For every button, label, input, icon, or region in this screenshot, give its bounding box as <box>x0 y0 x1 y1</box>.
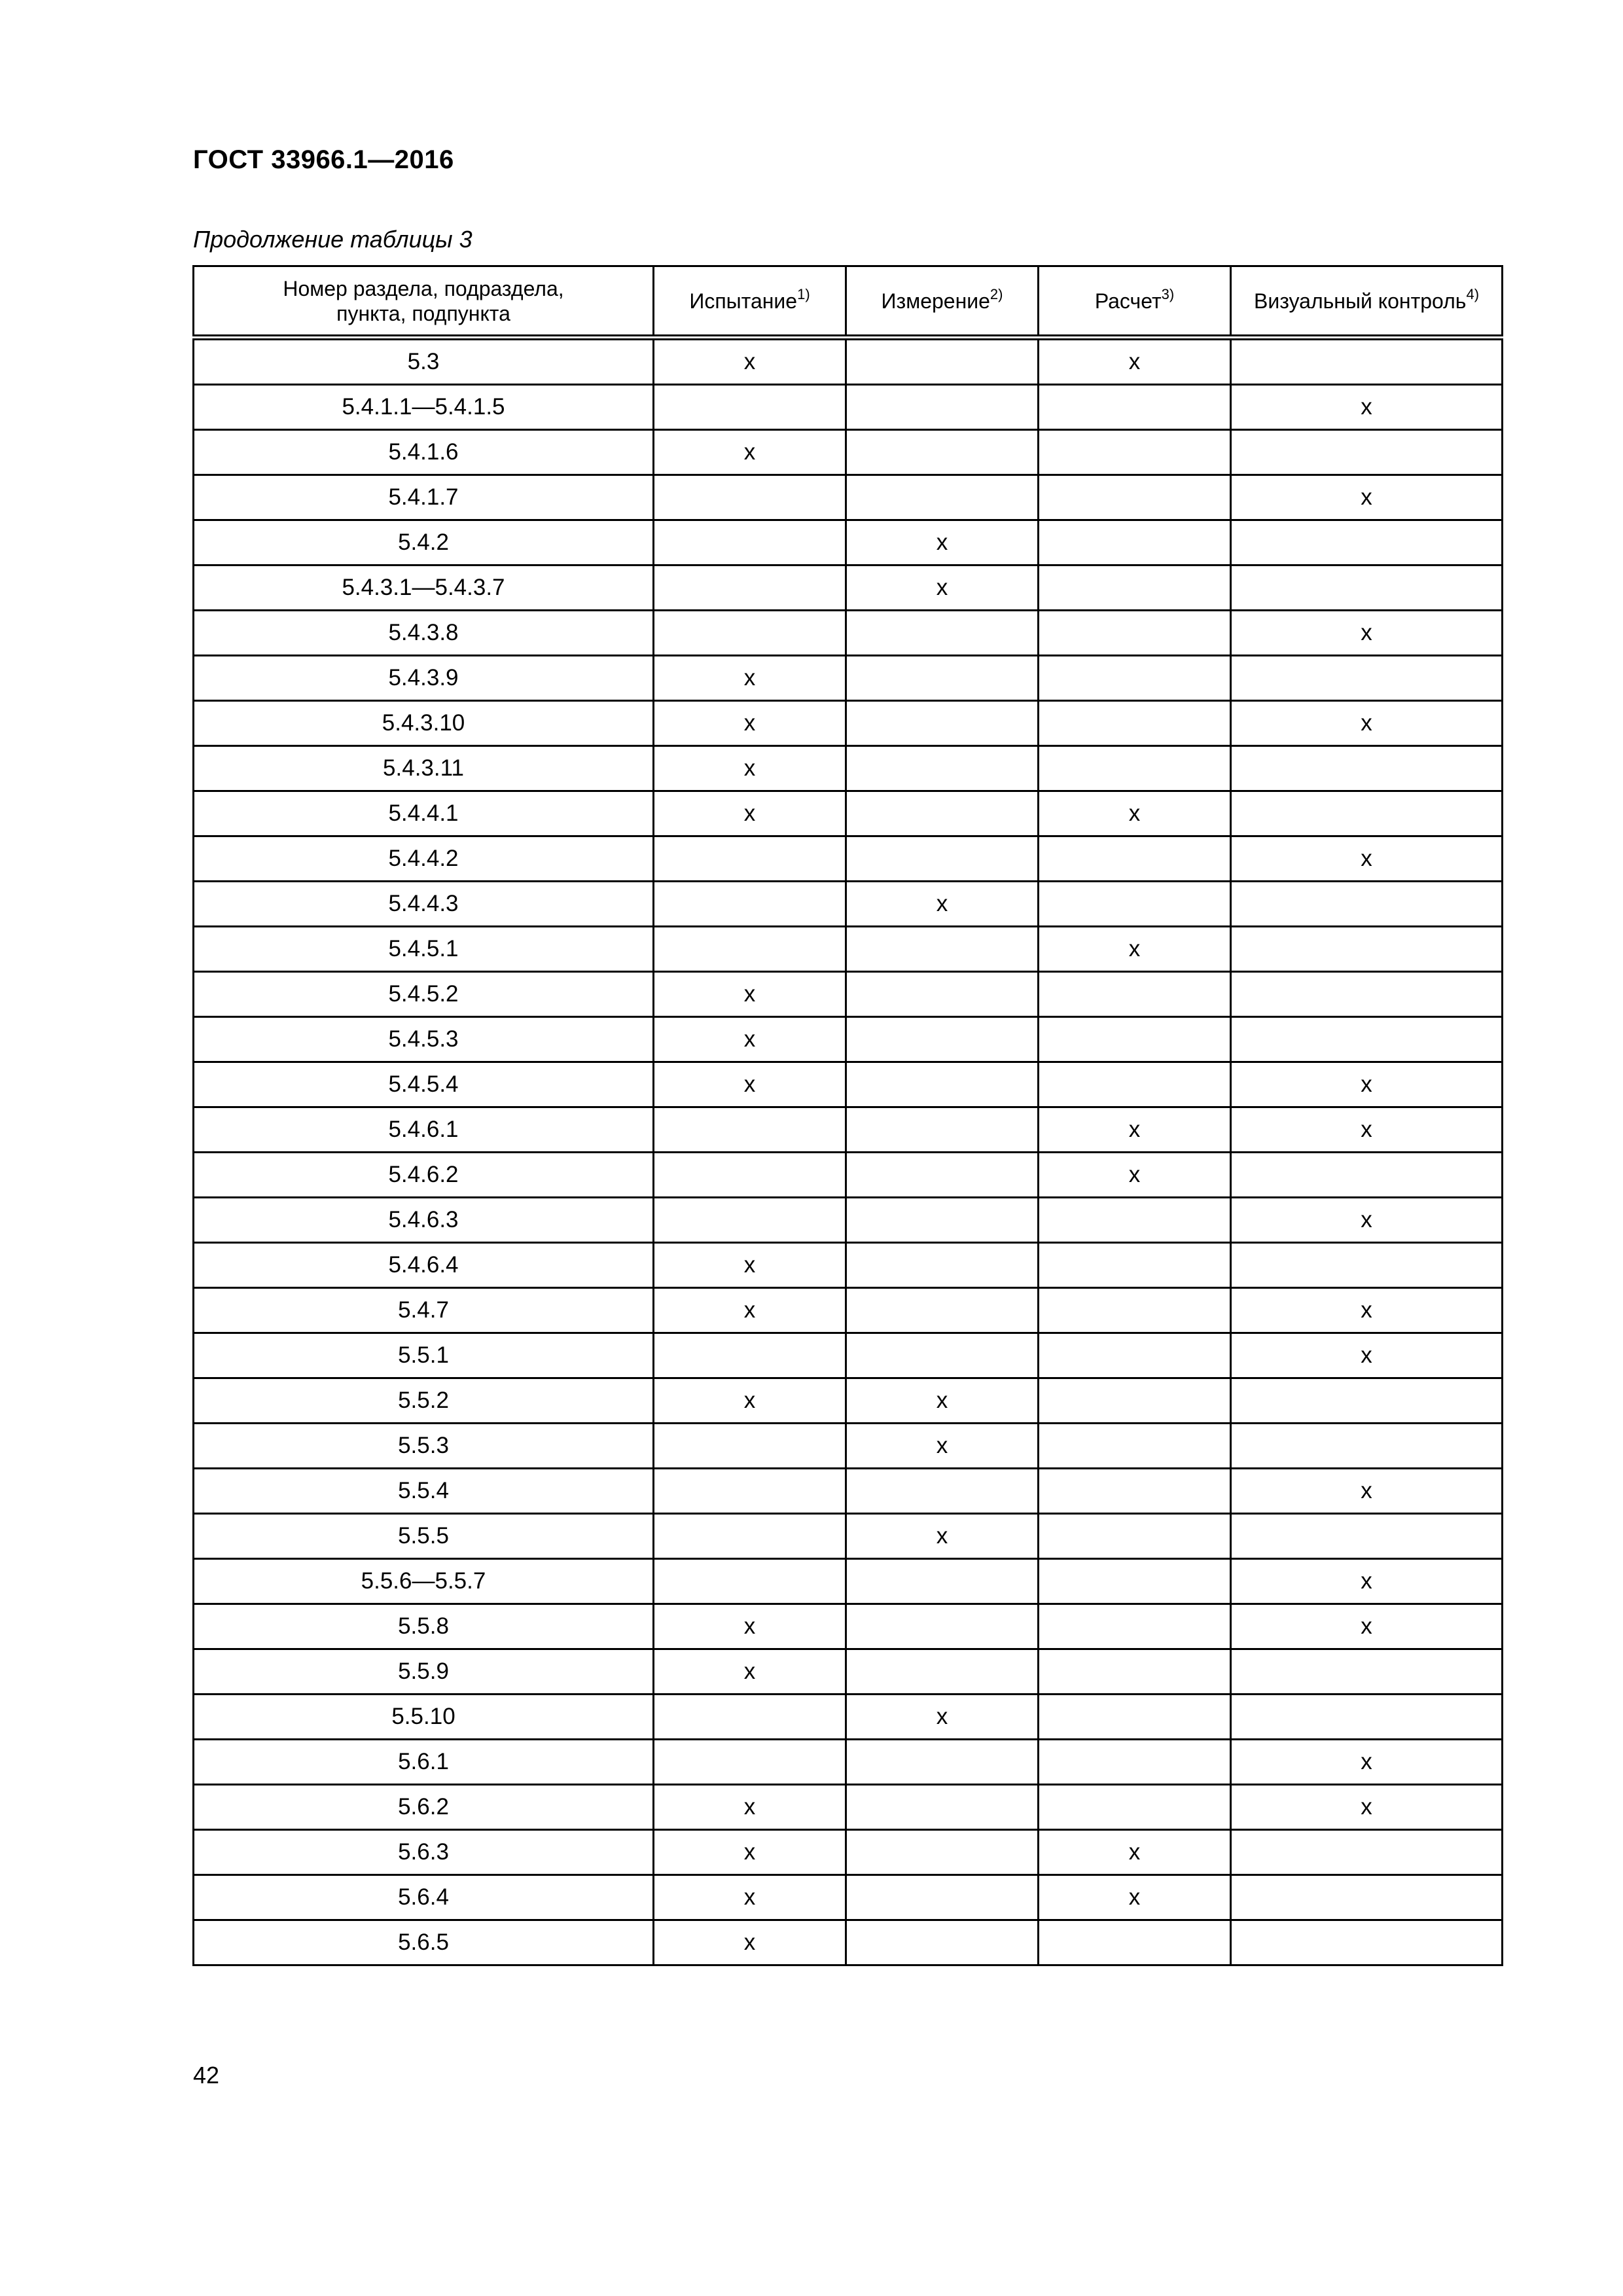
cell-visual-inspection <box>1231 1830 1503 1875</box>
cell-calculation <box>1039 1378 1231 1424</box>
cell-visual-inspection: x <box>1231 1785 1503 1830</box>
methods-table <box>192 265 1503 1966</box>
cell-measurement <box>846 1469 1039 1514</box>
cell-section-number: 5.4.1.7 <box>194 475 654 520</box>
cell-visual-inspection: x <box>1231 1288 1503 1333</box>
table-row <box>194 520 1503 565</box>
footnote-marker: 2) <box>990 285 1003 302</box>
table-row <box>194 1740 1503 1785</box>
cell-section-number: 5.5.2 <box>194 1378 654 1424</box>
column-header-label: Измерение <box>881 289 990 313</box>
cell-test <box>654 882 846 927</box>
cell-calculation <box>1039 1785 1231 1830</box>
table-row <box>194 1920 1503 1965</box>
cell-measurement: x <box>846 1424 1039 1469</box>
cell-test: x <box>654 338 846 385</box>
cell-visual-inspection <box>1231 927 1503 972</box>
cell-section-number: 5.4.3.8 <box>194 611 654 656</box>
cell-section-number: 5.5.4 <box>194 1469 654 1514</box>
cell-section-number: 5.4.1.6 <box>194 430 654 475</box>
table-row <box>194 338 1503 385</box>
cell-section-number: 5.4.7 <box>194 1288 654 1333</box>
cell-test: x <box>654 1830 846 1875</box>
cell-test <box>654 385 846 430</box>
cell-measurement <box>846 836 1039 882</box>
cell-measurement <box>846 791 1039 836</box>
cell-test <box>654 1198 846 1243</box>
cell-visual-inspection <box>1231 1243 1503 1288</box>
cell-calculation: x <box>1039 338 1231 385</box>
cell-test: x <box>654 972 846 1017</box>
cell-visual-inspection: x <box>1231 1107 1503 1153</box>
cell-section-number: 5.4.3.11 <box>194 746 654 791</box>
cell-visual-inspection <box>1231 520 1503 565</box>
cell-section-number: 5.4.6.2 <box>194 1153 654 1198</box>
table-row <box>194 385 1503 430</box>
cell-test: x <box>654 430 846 475</box>
cell-calculation <box>1039 836 1231 882</box>
column-header-label: Визуальный контроль <box>1253 289 1467 313</box>
cell-test <box>654 1514 846 1559</box>
table-row <box>194 1649 1503 1695</box>
cell-test: x <box>654 1017 846 1062</box>
cell-measurement <box>846 1243 1039 1288</box>
cell-measurement <box>846 701 1039 746</box>
cell-calculation <box>1039 1740 1231 1785</box>
cell-section-number: 5.4.3.1—5.4.3.7 <box>194 565 654 611</box>
cell-visual-inspection: x <box>1231 1740 1503 1785</box>
table-row <box>194 1198 1503 1243</box>
table-row <box>194 1875 1503 1920</box>
cell-measurement <box>846 1830 1039 1875</box>
cell-measurement <box>846 385 1039 430</box>
cell-calculation <box>1039 1017 1231 1062</box>
cell-section-number: 5.4.4.3 <box>194 882 654 927</box>
cell-calculation <box>1039 701 1231 746</box>
cell-test <box>654 1469 846 1514</box>
table-row <box>194 1785 1503 1830</box>
cell-calculation <box>1039 1424 1231 1469</box>
column-header-test <box>654 266 846 338</box>
cell-measurement <box>846 1198 1039 1243</box>
cell-visual-inspection <box>1231 972 1503 1017</box>
cell-measurement <box>846 611 1039 656</box>
cell-calculation <box>1039 1062 1231 1107</box>
table-row <box>194 1830 1503 1875</box>
cell-section-number: 5.6.5 <box>194 1920 654 1965</box>
cell-measurement <box>846 746 1039 791</box>
cell-test <box>654 520 846 565</box>
cell-calculation <box>1039 882 1231 927</box>
cell-section-number: 5.4.5.3 <box>194 1017 654 1062</box>
cell-section-number: 5.4.6.3 <box>194 1198 654 1243</box>
cell-calculation <box>1039 1604 1231 1649</box>
cell-measurement <box>846 430 1039 475</box>
cell-measurement <box>846 1920 1039 1965</box>
cell-measurement: x <box>846 565 1039 611</box>
cell-visual-inspection <box>1231 791 1503 836</box>
cell-section-number: 5.4.5.4 <box>194 1062 654 1107</box>
cell-test: x <box>654 701 846 746</box>
cell-visual-inspection: x <box>1231 836 1503 882</box>
table-row <box>194 1604 1503 1649</box>
cell-visual-inspection <box>1231 1017 1503 1062</box>
table-row <box>194 791 1503 836</box>
table-row <box>194 836 1503 882</box>
cell-visual-inspection <box>1231 338 1503 385</box>
cell-visual-inspection <box>1231 1424 1503 1469</box>
cell-section-number: 5.5.3 <box>194 1424 654 1469</box>
cell-test <box>654 611 846 656</box>
cell-section-number: 5.6.1 <box>194 1740 654 1785</box>
table-row <box>194 1062 1503 1107</box>
cell-section-number: 5.5.6—5.5.7 <box>194 1559 654 1604</box>
cell-section-number: 5.5.5 <box>194 1514 654 1559</box>
cell-test: x <box>654 746 846 791</box>
cell-section-number: 5.6.2 <box>194 1785 654 1830</box>
table-row <box>194 565 1503 611</box>
cell-measurement <box>846 1062 1039 1107</box>
cell-measurement <box>846 1559 1039 1604</box>
cell-test <box>654 927 846 972</box>
cell-test <box>654 1107 846 1153</box>
cell-measurement <box>846 1604 1039 1649</box>
cell-visual-inspection: x <box>1231 475 1503 520</box>
cell-visual-inspection: x <box>1231 385 1503 430</box>
cell-calculation: x <box>1039 791 1231 836</box>
cell-test <box>654 565 846 611</box>
cell-test <box>654 1333 846 1378</box>
cell-section-number: 5.6.3 <box>194 1830 654 1875</box>
cell-visual-inspection <box>1231 430 1503 475</box>
cell-calculation <box>1039 430 1231 475</box>
cell-measurement <box>846 1740 1039 1785</box>
cell-section-number: 5.4.5.2 <box>194 972 654 1017</box>
cell-calculation <box>1039 746 1231 791</box>
column-header-calculation <box>1039 266 1231 338</box>
cell-test <box>654 1559 846 1604</box>
cell-calculation <box>1039 1333 1231 1378</box>
cell-section-number: 5.5.8 <box>194 1604 654 1649</box>
cell-section-number: 5.4.1.1—5.4.1.5 <box>194 385 654 430</box>
cell-calculation: x <box>1039 1107 1231 1153</box>
cell-visual-inspection <box>1231 746 1503 791</box>
cell-measurement <box>846 972 1039 1017</box>
cell-measurement: x <box>846 1695 1039 1740</box>
cell-section-number: 5.5.1 <box>194 1333 654 1378</box>
cell-test <box>654 1695 846 1740</box>
cell-test: x <box>654 791 846 836</box>
table-row <box>194 1288 1503 1333</box>
cell-section-number: 5.5.9 <box>194 1649 654 1695</box>
cell-visual-inspection <box>1231 1695 1503 1740</box>
column-header-visual-inspection <box>1231 266 1503 338</box>
table-row <box>194 1695 1503 1740</box>
cell-test: x <box>654 1378 846 1424</box>
cell-measurement <box>846 1288 1039 1333</box>
cell-calculation <box>1039 1559 1231 1604</box>
cell-calculation <box>1039 1514 1231 1559</box>
cell-test <box>654 1424 846 1469</box>
table-row <box>194 1424 1503 1469</box>
cell-visual-inspection: x <box>1231 1604 1503 1649</box>
cell-calculation <box>1039 972 1231 1017</box>
cell-section-number: 5.4.4.1 <box>194 791 654 836</box>
cell-calculation <box>1039 1469 1231 1514</box>
table-row <box>194 475 1503 520</box>
table-row <box>194 701 1503 746</box>
cell-visual-inspection: x <box>1231 1062 1503 1107</box>
cell-section-number: 5.4.3.9 <box>194 656 654 701</box>
cell-visual-inspection <box>1231 882 1503 927</box>
footnote-marker: 3) <box>1161 285 1175 302</box>
cell-calculation <box>1039 1920 1231 1965</box>
cell-measurement <box>846 1017 1039 1062</box>
cell-calculation <box>1039 565 1231 611</box>
cell-section-number: 5.6.4 <box>194 1875 654 1920</box>
cell-test: x <box>654 1604 846 1649</box>
table-row <box>194 882 1503 927</box>
table-body <box>194 338 1503 1965</box>
cell-visual-inspection <box>1231 1875 1503 1920</box>
cell-calculation <box>1039 475 1231 520</box>
cell-calculation <box>1039 1695 1231 1740</box>
table-row <box>194 1243 1503 1288</box>
cell-visual-inspection <box>1231 1153 1503 1198</box>
cell-calculation: x <box>1039 1875 1231 1920</box>
cell-calculation: x <box>1039 1830 1231 1875</box>
table-header-row <box>194 266 1503 338</box>
cell-calculation <box>1039 1649 1231 1695</box>
cell-section-number: 5.4.2 <box>194 520 654 565</box>
column-header-section-number <box>194 266 654 338</box>
cell-measurement: x <box>846 882 1039 927</box>
cell-test: x <box>654 1243 846 1288</box>
cell-measurement <box>846 656 1039 701</box>
table-row <box>194 1017 1503 1062</box>
cell-section-number: 5.4.5.1 <box>194 927 654 972</box>
table-row <box>194 1514 1503 1559</box>
cell-measurement: x <box>846 520 1039 565</box>
cell-measurement <box>846 475 1039 520</box>
column-header-label: Расчет <box>1094 289 1162 313</box>
cell-measurement <box>846 1785 1039 1830</box>
cell-test <box>654 836 846 882</box>
column-header-label: Номер раздела, подраздела, пункта, подпункта <box>283 276 564 325</box>
cell-section-number: 5.4.6.1 <box>194 1107 654 1153</box>
table-row <box>194 927 1503 972</box>
cell-visual-inspection <box>1231 1920 1503 1965</box>
cell-calculation <box>1039 385 1231 430</box>
cell-test: x <box>654 656 846 701</box>
table-row <box>194 1153 1503 1198</box>
cell-test <box>654 1153 846 1198</box>
cell-visual-inspection <box>1231 1649 1503 1695</box>
table-caption: Продолжение таблицы 3 <box>193 226 473 253</box>
footnote-marker: 1) <box>797 285 810 302</box>
cell-test: x <box>654 1785 846 1830</box>
cell-measurement <box>846 1107 1039 1153</box>
cell-visual-inspection: x <box>1231 1559 1503 1604</box>
cell-visual-inspection: x <box>1231 611 1503 656</box>
cell-visual-inspection: x <box>1231 1469 1503 1514</box>
cell-calculation <box>1039 1243 1231 1288</box>
cell-visual-inspection: x <box>1231 1198 1503 1243</box>
cell-measurement <box>846 927 1039 972</box>
table-row <box>194 1107 1503 1153</box>
cell-test: x <box>654 1649 846 1695</box>
cell-section-number: 5.4.4.2 <box>194 836 654 882</box>
column-header-measurement <box>846 266 1039 338</box>
cell-calculation <box>1039 656 1231 701</box>
cell-test: x <box>654 1875 846 1920</box>
cell-measurement <box>846 1875 1039 1920</box>
cell-test <box>654 475 846 520</box>
cell-section-number: 5.3 <box>194 338 654 385</box>
cell-measurement: x <box>846 1514 1039 1559</box>
table-row <box>194 1378 1503 1424</box>
table-row <box>194 430 1503 475</box>
cell-measurement <box>846 1333 1039 1378</box>
cell-calculation <box>1039 520 1231 565</box>
document-header: ГОСТ 33966.1—2016 <box>193 145 454 174</box>
cell-test: x <box>654 1920 846 1965</box>
cell-calculation <box>1039 1288 1231 1333</box>
cell-section-number: 5.4.6.4 <box>194 1243 654 1288</box>
cell-test: x <box>654 1288 846 1333</box>
cell-section-number: 5.4.3.10 <box>194 701 654 746</box>
cell-visual-inspection <box>1231 1514 1503 1559</box>
cell-visual-inspection <box>1231 565 1503 611</box>
table-row <box>194 972 1503 1017</box>
table-row <box>194 1333 1503 1378</box>
cell-measurement <box>846 1649 1039 1695</box>
cell-measurement <box>846 338 1039 385</box>
table-row <box>194 746 1503 791</box>
column-header-label: Испытание <box>689 289 798 313</box>
cell-visual-inspection: x <box>1231 1333 1503 1378</box>
table-row <box>194 611 1503 656</box>
cell-section-number: 5.5.10 <box>194 1695 654 1740</box>
table-row <box>194 1559 1503 1604</box>
page-number: 42 <box>193 2062 220 2089</box>
cell-visual-inspection <box>1231 1378 1503 1424</box>
table-row <box>194 1469 1503 1514</box>
footnote-marker: 4) <box>1466 285 1480 302</box>
cell-measurement: x <box>846 1378 1039 1424</box>
cell-visual-inspection <box>1231 656 1503 701</box>
cell-calculation <box>1039 611 1231 656</box>
cell-calculation: x <box>1039 1153 1231 1198</box>
cell-calculation <box>1039 1198 1231 1243</box>
cell-visual-inspection: x <box>1231 701 1503 746</box>
cell-test <box>654 1740 846 1785</box>
cell-test: x <box>654 1062 846 1107</box>
cell-measurement <box>846 1153 1039 1198</box>
cell-calculation: x <box>1039 927 1231 972</box>
table-row <box>194 656 1503 701</box>
